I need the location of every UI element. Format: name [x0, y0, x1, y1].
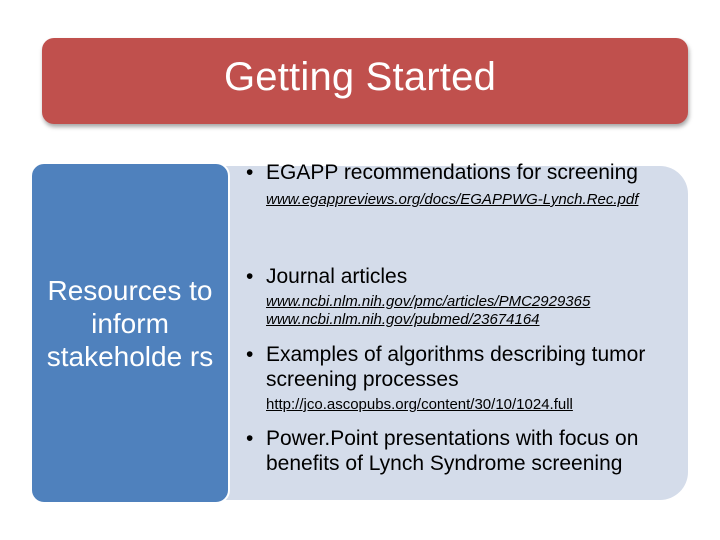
bullet-text: Journal articles [266, 265, 408, 288]
bullet-item [246, 426, 676, 476]
side-label: Resources to inform stakeholde rs [46, 274, 214, 372]
bullet-text: Power.Point presentations with focus on benefits of Lynch Syndrome screening [266, 427, 639, 475]
bullet-icon: • [246, 265, 254, 288]
bullet-icon: • [246, 161, 254, 184]
bullet-text: Examples of algorithms describing tumor screening processes [266, 343, 646, 391]
bullet-item [246, 342, 676, 414]
link-egapp[interactable]: www.egappreviews.org/docs/EGAPPWG-Lynch.Rec.pdf [266, 191, 639, 208]
bullet-icon: • [246, 427, 254, 450]
bullet-link [246, 191, 676, 209]
link-jco[interactable]: http://jco.ascopubs.org/content/30/10/1024.full [266, 396, 573, 413]
side-label-box [30, 162, 230, 504]
bullet-link [246, 293, 676, 329]
bullet-icon: • [246, 343, 254, 366]
bullet-text: EGAPP recommendations for screening [266, 161, 638, 184]
link-ncbi[interactable]: www.ncbi.nlm.nih.gov/pmc/articles/PMC2929365 www.ncbi.nlm.nih.gov/pubmed/23674164 [266, 293, 591, 328]
title-banner [42, 38, 688, 124]
bullet-item [246, 264, 676, 329]
bullet-link [246, 396, 676, 414]
bullet-item [246, 160, 676, 209]
slide-title: Getting Started [223, 54, 497, 99]
